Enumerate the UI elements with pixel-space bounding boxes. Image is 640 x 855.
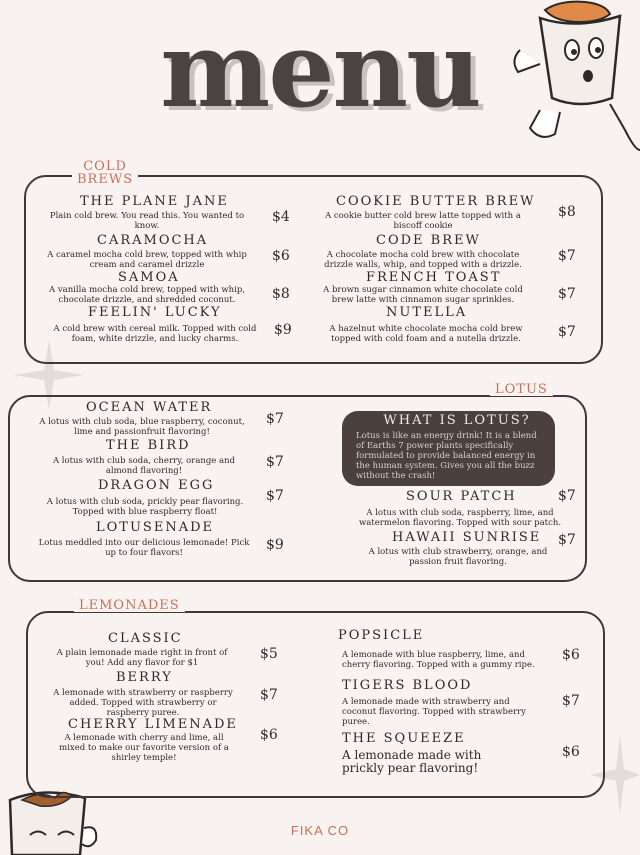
menu-item-description: A hazelnut white chocolate mocha cold brew topped with cold foam and a nutella drizzle. (329, 324, 523, 344)
what-is-lotus-title: WHAT IS LOTUS? (383, 413, 531, 428)
menu-item-price: $7 (266, 411, 284, 427)
menu-item-description: A vanilla mocha cold brew, topped with whip, chocolate drizzle, and shredded coconut. (48, 285, 246, 305)
menu-item-name: FRENCH TOAST (366, 270, 502, 285)
lotus-label: LOTUS (490, 383, 553, 396)
menu-item-name: SOUR PATCH (406, 489, 517, 504)
brand-footer: FIKA CO (290, 823, 350, 838)
menu-item-price: $6 (562, 744, 580, 760)
menu-item-price: $7 (558, 324, 576, 340)
menu-item-description: A chocolate mocha cold brew with chocolate drizzle walls, whip, and topped with a drizzle. (324, 250, 522, 270)
menu-item-description: A lemonade made with prickly pear flavoring! (342, 748, 482, 775)
menu-item-price: $6 (562, 647, 580, 663)
menu-item-price: $7 (558, 488, 576, 504)
menu-item-description: Lotus meddled into our delicious lemonade! Pick up to four flavors! (38, 538, 250, 558)
menu-item-name: HAWAII SUNRISE (392, 530, 542, 545)
lemonades-label: LEMONADES (74, 599, 185, 612)
menu-item-price: $5 (260, 646, 278, 662)
menu-item-price: $7 (266, 488, 284, 504)
menu-item-price: $6 (272, 248, 290, 264)
menu-item-price: $9 (266, 537, 284, 553)
menu-item-name: BERRY (116, 670, 173, 685)
menu-item-name: POPSICLE (338, 628, 425, 643)
menu-item-description: A lotus with club strawberry, orange, and passion fruit flavoring. (368, 547, 548, 567)
menu-item-name: CARAMOCHA (97, 233, 209, 248)
menu-item-name: CODE BREW (376, 233, 481, 248)
menu-item-price: $7 (558, 248, 576, 264)
menu-item-name: THE BIRD (106, 438, 191, 453)
menu-item-price: $9 (274, 322, 292, 338)
menu-item-description: A lotus with club soda, blue raspberry, coconut, lime and passionfruit flavoring! (39, 417, 245, 437)
menu-item-description: A caramel mocha cold brew, topped with whip cream and caramel drizzle (47, 250, 247, 270)
menu-item-name: THE PLANE JANE (80, 194, 229, 209)
menu-item-description: A cookie butter cold brew latte topped with a biscoff cookie (325, 211, 521, 231)
menu-item-description: A lemonade with strawberry or raspberry added. Topped with strawberry or raspberry puree. (53, 688, 233, 718)
menu-item-price: $7 (266, 454, 284, 470)
menu-item-description: A lemonade made with strawberry and coconut flavoring. Topped with strawberry puree. (342, 697, 526, 727)
menu-item-price: $7 (558, 286, 576, 302)
menu-item-price: $8 (272, 286, 290, 302)
menu-item-price: $8 (558, 204, 576, 220)
menu-item-name: TIGERS BLOOD (342, 678, 473, 693)
menu-item-name: NUTELLA (386, 305, 468, 320)
menu-item-name: COOKIE BUTTER BREW (336, 194, 536, 209)
menu-item-price: $7 (558, 532, 576, 548)
menu-item-description: A lemonade with blue raspberry, lime, and cherry flavoring. Topped with a gummy ripe. (342, 650, 535, 670)
menu-item-name: CLASSIC (108, 631, 183, 646)
menu-title: menu (160, 8, 480, 131)
menu-item-price: $6 (260, 727, 278, 743)
cold-brews-label: COLD BREWS (72, 160, 138, 186)
menu-item-name: DRAGON EGG (98, 478, 215, 493)
menu-item-price: $7 (562, 693, 580, 709)
menu-item-price: $7 (260, 687, 278, 703)
menu-item-description: Plain cold brew. You read this. You wanted to know. (49, 211, 245, 231)
menu-item-name: CHERRY LIMENADE (68, 717, 238, 732)
menu-item-name: SAMOA (118, 270, 180, 285)
menu-item-description: A brown sugar cinnamon white chocolate cold brew latte with cinnamon sugar sprinkles. (323, 285, 523, 305)
menu-item-description: A plain lemonade made right in front of you! Add any flavor for $1 (56, 648, 228, 668)
menu-item-name: THE SQUEEZE (342, 731, 466, 746)
menu-item-description: A lotus with club soda, raspberry, lime, and watermelon flavoring. Topped with sour patch. (358, 508, 562, 528)
menu-item-name: LOTUSENADE (96, 520, 214, 535)
what-is-lotus-text: Lotus is like an energy drink! It is a blend of Earths 7 power plants specifically formulated to provide balanced energy in the human system. Gives you all the buzz without the crash! (356, 431, 537, 481)
menu-item-description: A lotus with club soda, cherry, orange and almond flavoring! (52, 456, 236, 476)
menu-item-description: A cold brew with cereal milk. Topped with cold foam, white drizzle, and lucky charms. (53, 324, 257, 344)
menu-item-name: FEELIN' LUCKY (88, 305, 222, 320)
menu-item-price: $4 (272, 209, 290, 225)
menu-item-description: A lotus with club soda, prickly pear flavoring. Topped with blue raspberry float! (46, 497, 244, 517)
menu-item-name: OCEAN WATER (86, 400, 213, 415)
menu-item-description: A lemonade with cherry and lime, all mixed to make our favorite version of a shirley temple! (59, 733, 229, 763)
